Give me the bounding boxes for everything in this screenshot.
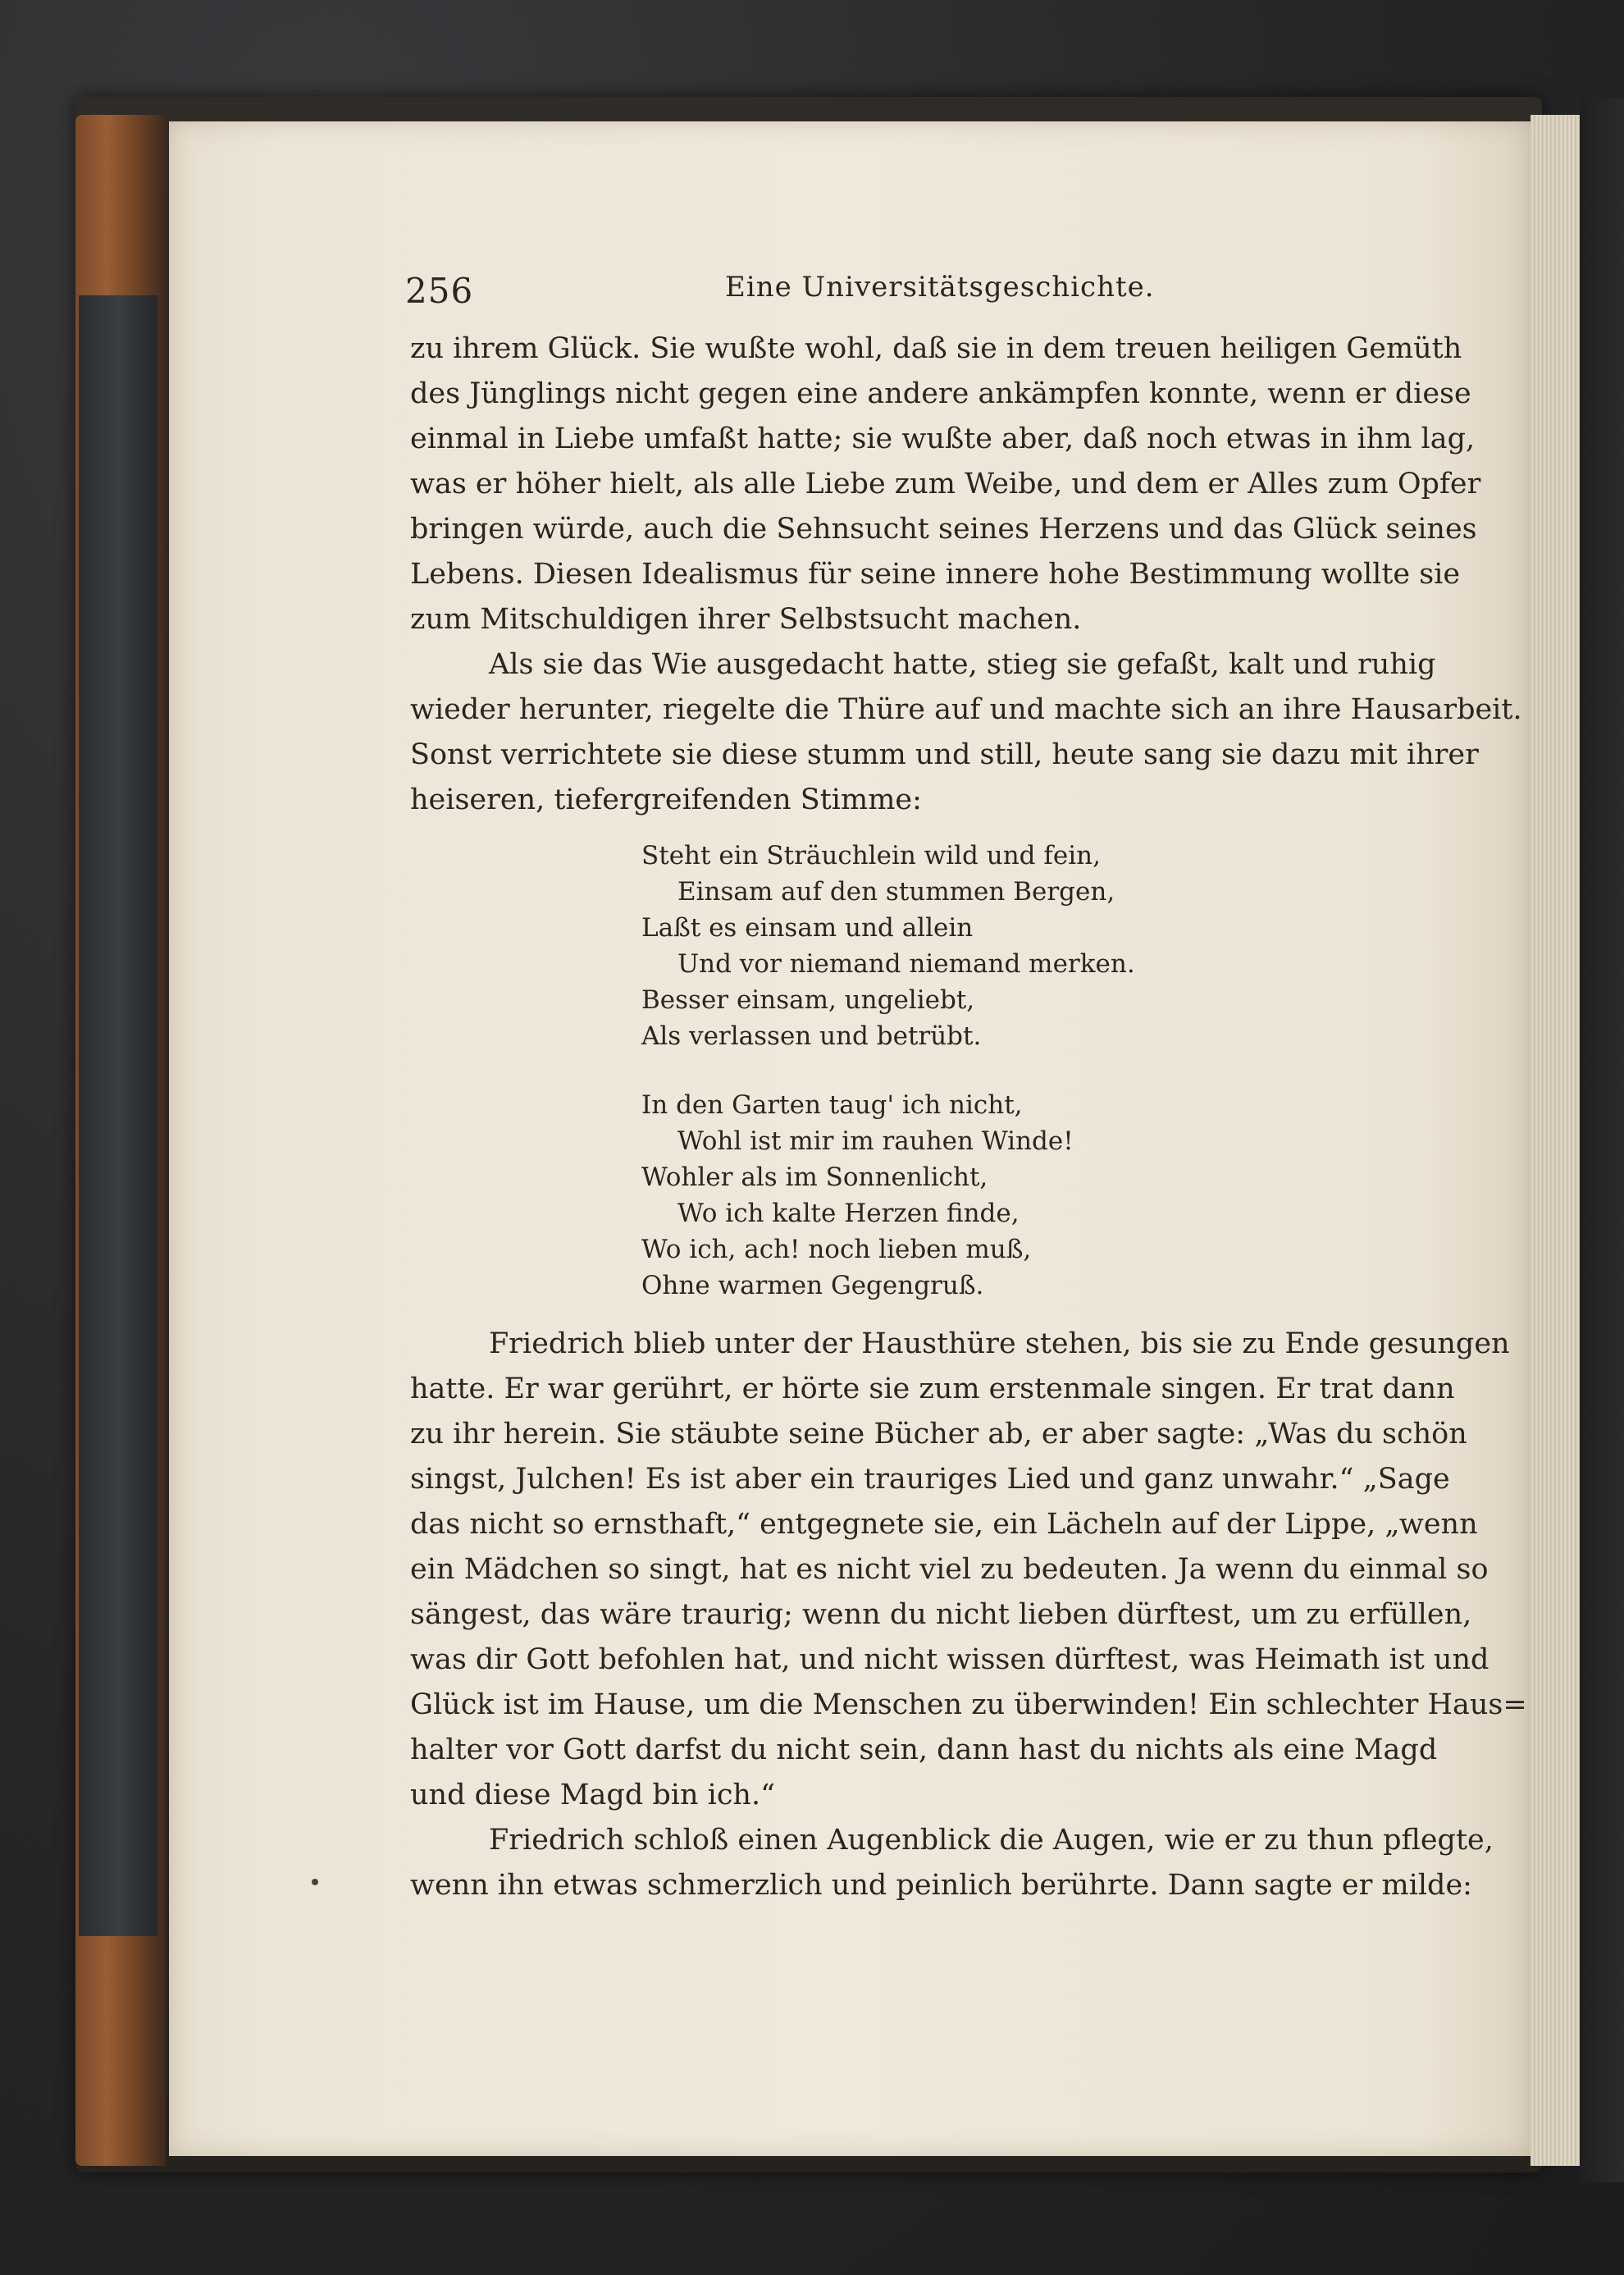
- poem-stanza-1: [641, 838, 1403, 1054]
- text-line: Friedrich blieb unter der Hausthüre stehen, bis sie zu Ende gesungen: [489, 1327, 1510, 1360]
- text-line: bringen würde, auch die Sehnsucht seines Herzens und das Glück seines: [410, 513, 1477, 546]
- poem-line: Steht ein Sträuchlein wild und fein,: [641, 841, 1101, 870]
- poem-line: Laßt es einsam und allein: [641, 913, 974, 943]
- text-line: zu ihrem Glück. Sie wußte wohl, daß sie in dem treuen heiligen Gemüth: [410, 332, 1462, 365]
- text-line: einmal in Liebe umfaßt hatte; sie wußte aber, daß noch etwas in ihm lag,: [410, 423, 1476, 455]
- page-number: 256: [405, 271, 474, 311]
- text-line: Lebens. Diesen Idealismus für seine innere hohe Bestimmung wollte sie: [410, 558, 1461, 591]
- text-line: das nicht so ernsthaft,“ entgegnete sie, ein Lächeln auf der Lippe, „wenn: [410, 1508, 1478, 1541]
- poem: [641, 838, 1403, 1304]
- text-line: Als sie das Wie ausgedacht hatte, stieg sie gefaßt, kalt und ruhig: [489, 648, 1436, 681]
- poem-line: Ohne warmen Gegengruß.: [641, 1271, 984, 1300]
- text-line: wieder herunter, riegelte die Thüre auf und machte sich an ihre Hausarbeit.: [410, 693, 1522, 726]
- text-line: Glück ist im Hause, um die Menschen zu überwinden! Ein schlechter Haus=: [410, 1688, 1527, 1721]
- page-edges: [1530, 115, 1580, 2166]
- poem-line: Als verlassen und betrübt.: [641, 1021, 982, 1051]
- page-body: [410, 327, 1527, 1908]
- text-line: heiseren, tiefergreifenden Stimme:: [410, 783, 922, 816]
- poem-line: Wohler als im Sonnenlicht,: [641, 1163, 988, 1192]
- poem-line: Wohl ist mir im rauhen Winde!: [677, 1126, 1074, 1156]
- background-edge: [1580, 98, 1624, 2182]
- poem-stanza-2: [641, 1087, 1403, 1304]
- poem-line: Besser einsam, ungeliebt,: [641, 985, 975, 1015]
- text-line: zum Mitschuldigen ihrer Selbstsucht machen.: [410, 603, 1082, 636]
- poem-line: Wo ich kalte Herzen finde,: [677, 1199, 1020, 1228]
- text-line: Sonst verrichtete sie diese stumm und still, heute sang sie dazu mit ihrer: [410, 738, 1479, 771]
- text-line: Friedrich schloß einen Augenblick die Augen, wie er zu thun pflegte,: [489, 1824, 1494, 1857]
- text-line: halter vor Gott darfst du nicht sein, dann hast du nichts als eine Magd: [410, 1734, 1438, 1766]
- text-line: singst, Julchen! Es ist aber ein trauriges Lied und ganz unwahr.“ „Sage: [410, 1463, 1450, 1496]
- poem-line: Einsam auf den stummen Bergen,: [677, 877, 1115, 907]
- text-line: was dir Gott befohlen hat, und nicht wissen dürftest, was Heimath ist und: [410, 1643, 1489, 1676]
- text-line: ein Mädchen so singt, hat es nicht viel zu bedeuten. Ja wenn du einmal so: [410, 1553, 1489, 1586]
- running-head: Eine Universitätsgeschichte.: [725, 271, 1155, 304]
- text-line: und diese Magd bin ich.“: [410, 1779, 775, 1811]
- paragraph-3: [410, 1322, 1527, 1818]
- ink-speck: [312, 1879, 318, 1885]
- spine-cloth: [79, 295, 157, 1936]
- paragraph-4: [410, 1818, 1494, 1908]
- poem-line: In den Garten taug' ich nicht,: [641, 1090, 1023, 1120]
- text-line: zu ihr herein. Sie stäubte seine Bücher ab, er aber sagte: „Was du schön: [410, 1418, 1467, 1450]
- text-line: sängest, das wäre traurig; wenn du nicht lieben dürftest, um zu erfüllen,: [410, 1598, 1472, 1631]
- text-line: was er höher hielt, als alle Liebe zum Weibe, und dem er Alles zum Opfer: [410, 468, 1481, 500]
- text-line: hatte. Er war gerührt, er hörte sie zum erstenmale singen. Er trat dann: [410, 1373, 1455, 1405]
- text-line: des Jünglings nicht gegen eine andere ankämpfen konnte, wenn er diese: [410, 377, 1471, 410]
- text-line: wenn ihn etwas schmerzlich und peinlich berührte. Dann sagte er milde:: [410, 1869, 1472, 1902]
- paragraph-2: [410, 642, 1522, 823]
- poem-line: Wo ich, ach! noch lieben muß,: [641, 1235, 1032, 1264]
- paragraph-1: [410, 327, 1481, 642]
- poem-line: Und vor niemand niemand merken.: [677, 949, 1135, 979]
